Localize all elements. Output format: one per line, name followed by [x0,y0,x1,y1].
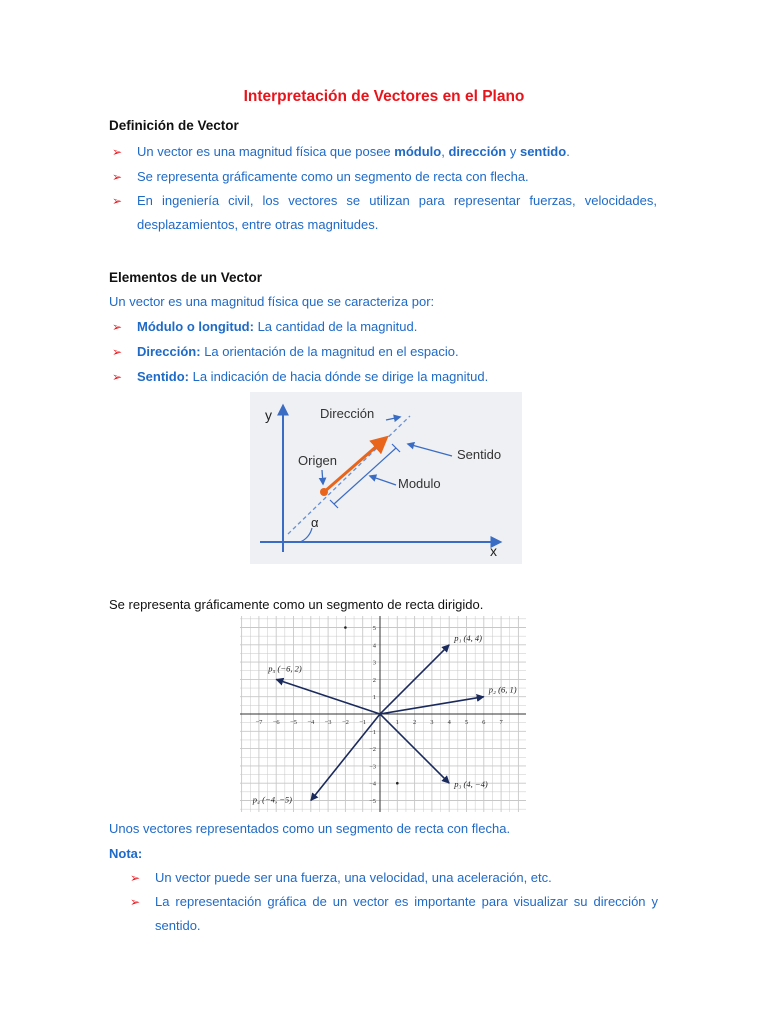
fig-direccion-label: Dirección [320,406,375,421]
bullet-arrow-icon: ➢ [112,320,123,334]
elements-item-sentido: ➢ Sentido: La indicación de hacia dónde se dirige la magnitud. [112,365,657,389]
y-tick-label: 3 [372,659,376,667]
fig-sentido-label: Sentido [457,447,502,462]
vector-label: p₂ (6, 1) [488,684,517,695]
x-tick-label: −6 [272,719,280,726]
bullet-arrow-icon: ➢ [112,345,123,359]
elements-item-modulo: ➢ Módulo o longitud: La cantidad de la magnitud. [112,315,657,339]
x-tick-label: −5 [290,719,297,726]
elements-heading: Elementos de un Vector [109,270,263,285]
direction-line [288,416,410,534]
nota-bullet-2: ➢ La representación gráfica de un vector es importante para visualizar su dirección y sentido. [130,890,658,938]
fig-y-label: y [265,407,272,423]
y-tick-label: 1 [372,694,376,702]
origin-point [320,488,328,496]
vector-elements-diagram [250,392,522,564]
x-tick-label: 6 [482,719,486,726]
vector-label: p₃ (4, −4) [454,779,488,790]
fig-origen-label: Origen [298,453,338,468]
y-tick-label: −1 [369,728,376,736]
bullet-arrow-icon: ➢ [112,370,123,384]
x-tick-label: −7 [255,719,263,726]
definition-bullet-3: ➢ En ingeniería civil, los vectores se utilizan para representar fuerzas, velocidades, desplazamientos, entre otras magnitudes. [112,189,657,237]
fig-alpha-label: α [311,515,319,530]
elements-intro: Un vector es una magnitud física que se caracteriza por: [109,294,435,309]
vector-label: p₁ (4, 4) [454,632,482,643]
y-tick-label: 4 [372,642,376,650]
x-tick-label: 2 [412,719,417,726]
fig-modulo-label: Modulo [398,476,441,491]
y-tick-label: 5 [372,625,376,632]
x-tick-label: 5 [464,719,469,726]
definition-bullet-2: ➢ Se representa gráficamente como un segmento de recta con flecha. [112,165,657,189]
nota-label: Nota: [109,846,143,861]
x-tick-label: 3 [430,719,434,726]
elements-item-direccion: ➢ Dirección: La orientación de la magnitud en el espacio. [112,340,657,364]
plot-dot [344,626,347,629]
y-tick-label: −4 [369,780,376,788]
vector-label: p₄ (−4, −5) [252,794,293,805]
vector-plot [240,616,526,812]
x-tick-label: 4 [447,719,451,726]
x-tick-label: −2 [341,719,349,726]
plot-dot [396,782,399,785]
y-tick-label: −2 [369,746,376,754]
x-tick-label: −3 [324,719,332,726]
vectors-caption: Unos vectores representados como un segmento de recta con flecha. [109,821,511,836]
graph-caption: Se representa gráficamente como un segmento de recta dirigido. [109,597,484,612]
x-tick-label: 1 [395,719,399,726]
bullet-arrow-icon: ➢ [130,871,141,885]
x-tick-label: −4 [307,719,315,726]
vector-label: p₅ (−6, 2) [268,663,302,674]
bullet-arrow-icon: ➢ [112,194,123,208]
document-title: Interpretación de Vectores en el Plano [243,88,525,105]
x-tick-label: −1 [359,719,367,726]
definition-bullet-1: ➢ Un vector es una magnitud física que posee módulo, dirección y sentido. [112,140,657,164]
y-tick-label: 2 [372,676,376,684]
nota-bullet-1: ➢ Un vector puede ser una fuerza, una velocidad, una aceleración, etc. [130,866,658,890]
x-tick-label: 7 [499,719,503,726]
bullet-arrow-icon: ➢ [112,145,123,159]
fig-x-label: x [490,543,497,559]
bullet-arrow-icon: ➢ [112,170,123,184]
bullet-arrow-icon: ➢ [130,895,141,909]
definition-heading: Definición de Vector [109,118,239,133]
y-tick-label: −5 [369,798,376,805]
y-tick-label: −3 [369,763,376,771]
